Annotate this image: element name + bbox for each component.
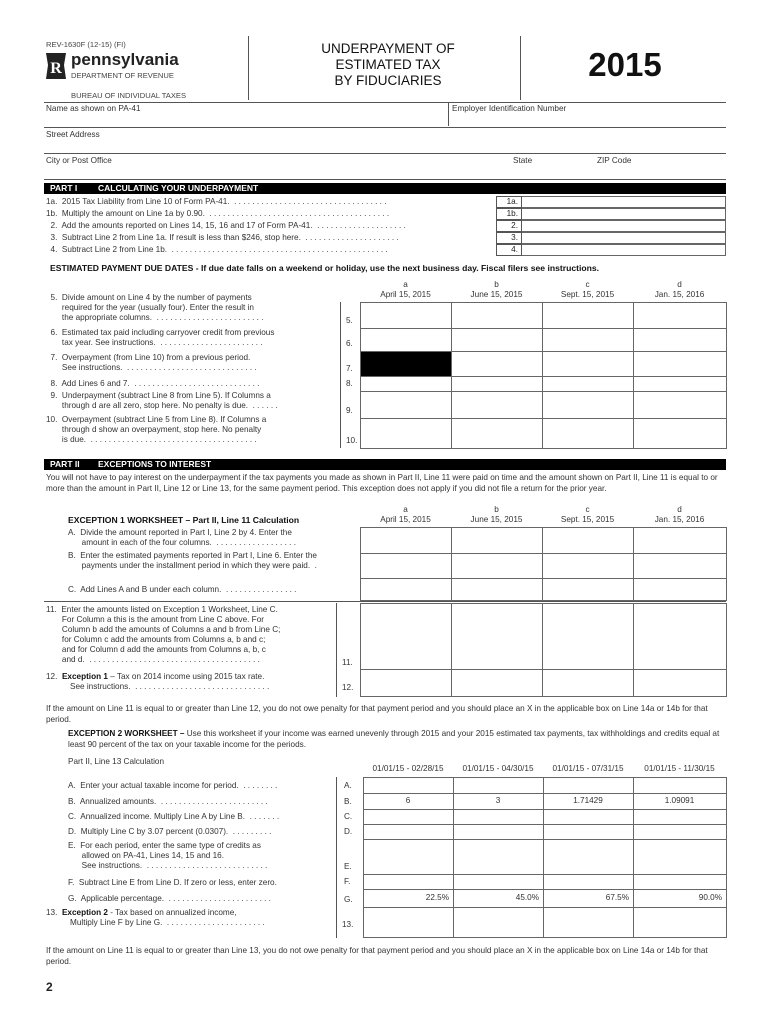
- exception2-cell[interactable]: [633, 839, 727, 875]
- street-label: Street Address: [46, 130, 100, 139]
- part1-grid-cell[interactable]: [633, 391, 727, 419]
- part1-amount-input[interactable]: [522, 208, 726, 220]
- exception2-cell[interactable]: [543, 839, 634, 875]
- exception1-line-text: C. Add Lines A and B under each column. . . . . . . . . . . . . . . . .: [68, 585, 297, 594]
- exception2-line-text: F. Subtract Line E from Line D. If zero or less, enter zero.: [68, 878, 277, 887]
- part1-grid-cell[interactable]: [360, 328, 452, 352]
- part1-grid-cell[interactable]: [633, 351, 727, 377]
- exception2-line-text: C. Annualized income. Multiply Line A by Line B. . . . . . . .: [68, 812, 280, 821]
- exception2-column-head: 01/01/15 - 04/30/15: [462, 764, 534, 773]
- exception2-line-letter: E.: [344, 862, 352, 871]
- exception2-value: 6: [405, 796, 411, 805]
- part1-grid-cell[interactable]: [360, 376, 452, 392]
- exception2-line-letter: F.: [344, 877, 351, 886]
- city-label: City or Post Office: [46, 156, 112, 165]
- bureau-name: BUREAU OF INDIVIDUAL TAXES: [71, 91, 187, 100]
- exception2-line-letter: C.: [344, 812, 353, 821]
- line13-text: 13. Exception 2 - Tax based on annualized income,: [46, 908, 237, 917]
- exception2-value: 67.5%: [605, 893, 629, 902]
- ein-label: Employer Identification Number: [452, 104, 567, 113]
- line11-cell[interactable]: [360, 603, 452, 670]
- exception2-column-head: 01/01/15 - 07/31/15: [552, 764, 624, 773]
- part1-grid-cell[interactable]: [633, 418, 727, 449]
- exception2-line-text: D. Multiply Line C by 3.07 percent (0.0307). . . . . . . . . .: [68, 827, 272, 836]
- part1-grid-cell[interactable]: [451, 391, 543, 419]
- exception1-column-head: d Jan. 15, 2016: [654, 505, 705, 524]
- part1-column-head: a April 15, 2015: [380, 280, 431, 299]
- exception2-column-head: 01/01/15 - 11/30/15: [644, 764, 715, 773]
- svg-text:R: R: [50, 60, 62, 77]
- exception2-value: 3: [495, 796, 501, 805]
- part1-grid-cell[interactable]: [542, 418, 634, 449]
- department-name: DEPARTMENT OF REVENUE: [71, 71, 174, 80]
- line12-cell[interactable]: [360, 669, 452, 697]
- exception2-cell[interactable]: [633, 777, 727, 794]
- line11-number: 11.: [342, 658, 353, 667]
- due-dates-note: ESTIMATED PAYMENT DUE DATES - If due date falls on a weekend or holiday, use the next business day. Fiscal filers see instructions.: [50, 263, 600, 273]
- line13-cell[interactable]: [363, 907, 454, 938]
- part1-column-head: c Sept. 15, 2015: [560, 280, 615, 299]
- line13-cell[interactable]: [633, 907, 727, 938]
- part1-line-number: 2.: [496, 220, 522, 232]
- part1-grid-cell[interactable]: [542, 391, 634, 419]
- exception2-cell[interactable]: [543, 809, 634, 825]
- exception2-line-text: B. Annualized amounts. . . . . . . . . . . . . . . . . . . . . . . . .: [68, 797, 268, 806]
- part1-line-number: 4.: [496, 244, 522, 256]
- part1-grid-line-number: 7.: [346, 364, 353, 373]
- tax-year: 2015: [588, 46, 662, 83]
- part1-amount-input[interactable]: [522, 244, 726, 256]
- exception2-line-text: G. Applicable percentage. . . . . . . . . . . . . . . . . . . . . . . .: [68, 894, 271, 903]
- part2-header: PART II EXCEPTIONS TO INTEREST: [44, 459, 726, 470]
- part1-grid-cell[interactable]: [633, 302, 727, 329]
- exception2-line-letter: B.: [344, 797, 352, 806]
- exception1-cell[interactable]: [360, 553, 452, 579]
- line12-cell[interactable]: [633, 669, 727, 697]
- exception1-cell[interactable]: [542, 527, 634, 554]
- form-id: REV-1630F (12-15) (FI): [46, 40, 126, 49]
- part1-grid-line-number: 10.: [346, 436, 358, 445]
- ein-input[interactable]: [452, 114, 724, 126]
- part1-column-head: d Jan. 15, 2016: [654, 280, 705, 299]
- exception2-cell[interactable]: [363, 874, 454, 890]
- exception2-line-text: E. For each period, enter the same type of credits as allowed on PA-41, Lines 14, 15 and 16. See instructions. . . . . . . . . . . . . . . . . . . . . . . . . . . .: [68, 841, 268, 870]
- exception1-column-head: a April 15, 2015: [380, 505, 431, 524]
- line13-cell[interactable]: [453, 907, 544, 938]
- exception2-value: 1.09091: [664, 796, 695, 805]
- exception2-line-letter: A.: [344, 781, 352, 790]
- part1-line-text: 2. Add the amounts reported on Lines 14, 15, 16 and 17 of Form PA-41. . . . . . . . . . . . . . . . . . . . .: [46, 221, 406, 230]
- exception2-line-letter: D.: [344, 827, 353, 836]
- exception2-line-text: A. Enter your actual taxable income for period. . . . . . . . .: [68, 781, 278, 790]
- line12-text: 12. Exception 1 – Tax on 2014 income using 2015 tax rate.: [46, 672, 265, 681]
- part1-line-number: 1b.: [496, 208, 522, 220]
- part1-grid-cell[interactable]: [451, 351, 543, 377]
- exception2-column-head: 01/01/15 - 02/28/15: [372, 764, 444, 773]
- exception2-cell[interactable]: [633, 824, 727, 840]
- line12-cell[interactable]: [451, 669, 543, 697]
- exception2-cell[interactable]: [453, 824, 544, 840]
- line11-cell[interactable]: [542, 603, 634, 670]
- exception2-cell[interactable]: [453, 874, 544, 890]
- exception1-cell[interactable]: [360, 578, 452, 601]
- exception1-cell[interactable]: [542, 578, 634, 601]
- exception2-cell[interactable]: [543, 824, 634, 840]
- exception2-cell[interactable]: [453, 839, 544, 875]
- part1-grid-line-text: 9. Underpayment (subtract Line 8 from Line 5). If Columns a through d are all zero, stop here. No penalty is due. . . . . . .: [50, 391, 278, 410]
- city-state-zip-input[interactable]: [46, 166, 724, 178]
- part1-grid-cell[interactable]: [451, 376, 543, 392]
- part1-grid-line-text: 8. Add Lines 6 and 7. . . . . . . . . . . . . . . . . . . . . . . . . . . . .: [46, 379, 260, 388]
- part1-grid-cell[interactable]: [633, 328, 727, 352]
- blacked-out-cell: [360, 351, 452, 377]
- exception1-line-text: B. Enter the estimated payments reported in Part I, Line 6. Enter the payments under the installment period in which they were paid. .: [68, 551, 317, 570]
- part1-grid-cell[interactable]: [542, 376, 634, 392]
- state-label: State: [513, 156, 533, 165]
- exception2-value: 22.5%: [425, 893, 449, 902]
- part1-grid-cell[interactable]: [633, 376, 727, 392]
- exception1-cell[interactable]: [451, 527, 543, 554]
- part1-grid-line-number: 9.: [346, 406, 353, 415]
- part1-grid-cell[interactable]: [542, 302, 634, 329]
- exception2-cell[interactable]: [363, 839, 454, 875]
- name-label: Name as shown on PA-41: [46, 104, 141, 113]
- state-name: pennsylvania: [71, 50, 179, 69]
- exception2-cell[interactable]: [543, 777, 634, 794]
- part1-amount-input[interactable]: [522, 232, 726, 244]
- exception2-intro: EXCEPTION 2 WORKSHEET – Use this worksheet if your income was earned unevenly through 2015 and your 2015 estimated tax payments, tax withholdings and credits equal at least 90 percent of the tax on your taxable income for the periods.: [68, 729, 720, 749]
- line13-subtext: Multiply Line F by Line G. . . . . . . . . . . . . . . . . . . . . . .: [70, 918, 265, 927]
- exception1-line-text: A. Divide the amount reported in Part I, Line 2 by 4. Enter the amount in each of the four columns. . . . . . . . . . . . . . . . . . .: [68, 528, 296, 547]
- exception2-cell[interactable]: [543, 874, 634, 890]
- part1-amount-input[interactable]: [522, 220, 726, 232]
- after-line13-note: If the amount on Line 11 is equal to or greater than Line 13, you do not owe penalty for that payment period and you should place an X in the applicable box on Line 14a or 14b for that period.: [46, 946, 708, 966]
- exception2-value: 45.0%: [515, 893, 539, 902]
- part1-line-text: 1b. Multiply the amount on Line 1a by 0.90. . . . . . . . . . . . . . . . . . . . . . . . . . . . . . . . . . . . . . . . .: [46, 209, 390, 218]
- exception2-cell[interactable]: [363, 777, 454, 794]
- exception2-cell[interactable]: [363, 824, 454, 840]
- exception1-cell[interactable]: [542, 553, 634, 579]
- exception1-column-head: b June 15, 2015: [470, 505, 523, 524]
- exception1-cell[interactable]: [633, 553, 727, 579]
- exception1-cell[interactable]: [633, 527, 727, 554]
- part1-grid-cell[interactable]: [542, 328, 634, 352]
- part1-grid-cell[interactable]: [451, 302, 543, 329]
- line13-number: 13.: [342, 920, 354, 929]
- part1-amount-input[interactable]: [522, 196, 726, 208]
- exception1-cell[interactable]: [451, 578, 543, 601]
- part1-line-number: 1a.: [496, 196, 522, 208]
- line12-number: 12.: [342, 683, 354, 692]
- exception2-value: 1.71429: [573, 796, 603, 805]
- exception2-cell[interactable]: [633, 809, 727, 825]
- part1-grid-cell[interactable]: [360, 391, 452, 419]
- street-input[interactable]: [46, 140, 724, 152]
- part1-line-number: 3.: [496, 232, 522, 244]
- line11-cell[interactable]: [633, 603, 727, 670]
- part1-grid-line-number: 8.: [346, 379, 353, 388]
- part2-intro: You will not have to pay interest on the underpayment if the tax payments you made as shown in Part II, Line 11 were paid on time and the amount shown on Part II, Line 11 is equal to or more than the amount in Part II, Line 12 or Line 13, for the same payment period. This exception does not apply if you did not file a return for the prior year.: [46, 473, 718, 493]
- line11-text: 11. Enter the amounts listed on Exception 1 Worksheet, Line C. For Column a this is the amount from Line C above. For Column b add the amounts of Columns a and b from Line C; for Column c add the amounts from Columns a, b and c; and for Column d add the amounts from Columns a, b, c and d. . . . . . . . . . . . . . . . . . . . . . . . . . . . . . . . . . . . . . .: [46, 605, 281, 664]
- form-title: UNDERPAYMENT OF ESTIMATED TAX BY FIDUCIARIES: [321, 41, 455, 88]
- part1-line-text: 1a. 2015 Tax Liability from Line 10 of Form PA-41. . . . . . . . . . . . . . . . . . . . . . . . . . . . . . . . . . .: [46, 197, 387, 206]
- part1-grid-line-text: 7. Overpayment (from Line 10) from a previous period. See instructions. . . . . . . . . . . . . . . . . . . . . . . . . . . . . .: [50, 353, 257, 372]
- part1-grid-cell[interactable]: [451, 418, 543, 449]
- zip-label: ZIP Code: [597, 156, 632, 165]
- exception1-column-head: c Sept. 15, 2015: [560, 505, 615, 524]
- exception2-cell[interactable]: [453, 809, 544, 825]
- exception2-line-letter: G.: [344, 895, 353, 904]
- part1-grid-line-text: 5. Divide amount on Line 4 by the number of payments required for the year (usually four). Enter the result in the appropriate columns. . . . . . . . . . . . . . . . . . . . . . . . .: [50, 293, 264, 322]
- part1-grid-line-number: 5.: [346, 316, 353, 325]
- part1-line-text: 3. Subtract Line 2 from Line 1a. If result is less than $246, stop here. . . . . . . . . . . . . . . . . . . . . .: [46, 233, 399, 242]
- part1-grid-line-text: 6. Estimated tax paid including carryover credit from previous tax year. See instructions. . . . . . . . . . . . . . . . . . . . . . . .: [50, 328, 275, 347]
- part1-line-text: 4. Subtract Line 2 from Line 1b. . . . . . . . . . . . . . . . . . . . . . . . . . . . . . . . . . . . . . . . . . . . . . . . .: [46, 245, 388, 254]
- exception1-cell[interactable]: [451, 553, 543, 579]
- exception1-title: EXCEPTION 1 WORKSHEET – Part II, Line 11 Calculation: [68, 515, 300, 525]
- exception2-value: 90.0%: [698, 893, 722, 902]
- exception1-cell[interactable]: [360, 527, 452, 554]
- exception2-cell[interactable]: [633, 874, 727, 890]
- exception2-cell[interactable]: [363, 809, 454, 825]
- part1-grid-line-number: 6.: [346, 339, 353, 348]
- after-line12-note: If the amount on Line 11 is equal to or greater than Line 12, you do not owe penalty for that payment period and you should place an X in the applicable box on Line 14a or 14b for that period.: [46, 704, 708, 724]
- line11-cell[interactable]: [451, 603, 543, 670]
- pa-keystone-logo: [44, 51, 68, 81]
- part1-header: PART I CALCULATING YOUR UNDERPAYMENT: [44, 183, 726, 194]
- exception2-cell[interactable]: [453, 777, 544, 794]
- part1-column-head: b June 15, 2015: [470, 280, 523, 299]
- part1-grid-cell[interactable]: [542, 351, 634, 377]
- part1-grid-cell[interactable]: [360, 418, 452, 449]
- line12-subtext: See instructions. . . . . . . . . . . . . . . . . . . . . . . . . . . . . . .: [70, 682, 270, 691]
- line12-cell[interactable]: [542, 669, 634, 697]
- exception2-subtitle: Part II, Line 13 Calculation: [68, 757, 165, 766]
- part1-grid-cell[interactable]: [360, 302, 452, 329]
- exception1-cell[interactable]: [633, 578, 727, 601]
- part1-grid-cell[interactable]: [451, 328, 543, 352]
- line13-cell[interactable]: [543, 907, 634, 938]
- page-number: 2: [46, 980, 53, 994]
- part1-grid-line-text: 10. Overpayment (subtract Line 5 from Line 8). If Columns a through d show an overpayment, stop here. No penalty is due. . . . . . . . . . . . . . . . . . . . . . . . . . . . . . . . . . . . . .: [46, 415, 267, 444]
- name-input[interactable]: [46, 114, 446, 126]
